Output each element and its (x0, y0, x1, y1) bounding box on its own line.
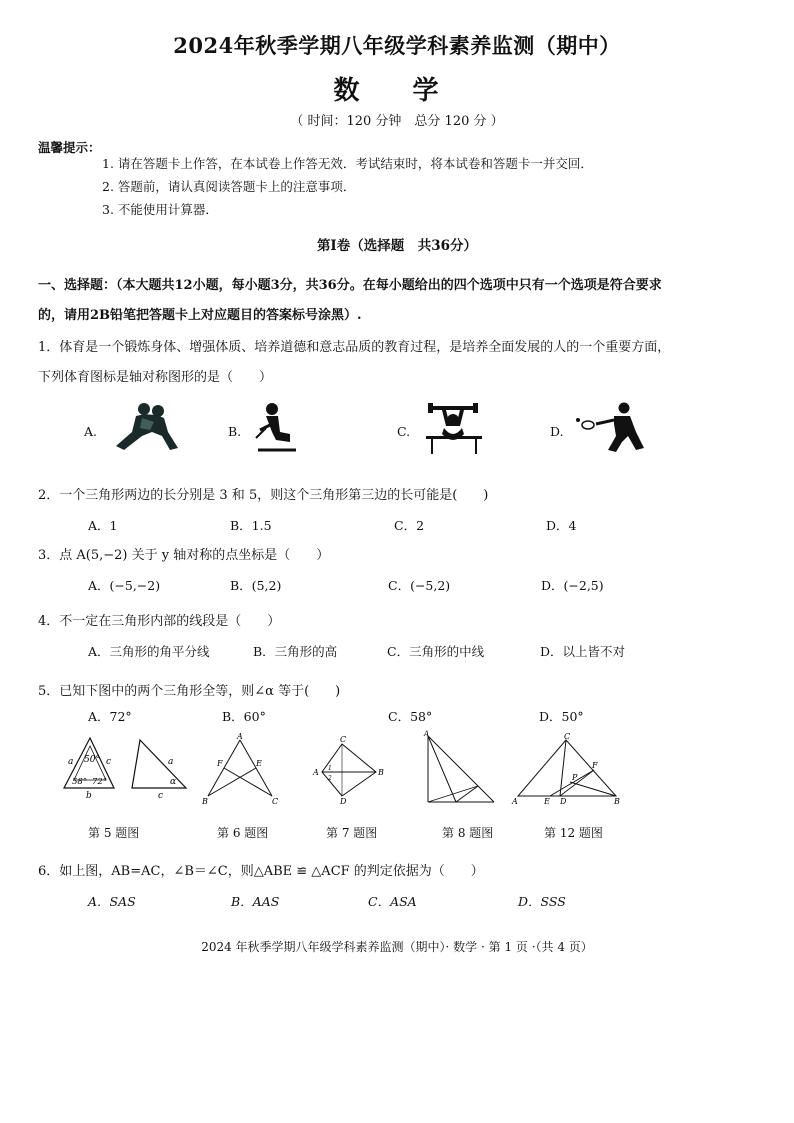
fig5-label: a (68, 757, 74, 767)
figure-6 (200, 734, 280, 806)
tips-heading: 温馨提示： (38, 140, 101, 155)
skiing-icon (252, 402, 302, 456)
fig7-label: 1 (328, 765, 332, 772)
fig12-label: F (592, 761, 598, 770)
fig7-label: D (340, 797, 347, 806)
q1-option-a: A. (84, 424, 98, 439)
figure-caption: 第 7 题图 (326, 826, 378, 840)
badminton-icon (574, 402, 646, 454)
figure-5 (58, 734, 193, 804)
figure-caption: 第 6 题图 (217, 826, 269, 840)
q6-stem: 6．如上图，AB=AC，∠B＝∠C，则△ABE ≌ △ACF 的判定依据为（ ） (38, 864, 484, 879)
section-title: 第Ⅰ卷（选择题 共36分） (316, 238, 478, 254)
tip-item: 3. 不能使用计算器． (102, 202, 218, 217)
q1-stem: 1．体育是一个锻炼身体、增强体质、培养道德和意志品质的教育过程，是培养全面发展的人的一个重要方面， (38, 340, 671, 355)
fig5-br-angle: 72° (92, 777, 108, 787)
tip-item: 1. 请在答题卡上作答，在本试卷上作答无效．考试结束时，将本试卷和答题卡一并交回． (102, 156, 593, 171)
fig5-label: a (168, 757, 174, 767)
fig12-label: A (512, 797, 518, 806)
q2-option-c: C．2 (394, 518, 425, 533)
q3-option-d: D．(−2,5) (541, 578, 604, 593)
fig6-label: E (256, 759, 262, 768)
q6-option-c: C．ASA (368, 894, 417, 909)
time-info: （ 时间：120 分钟 总分 120 分 ） (290, 114, 504, 129)
figure-caption: 第 12 题图 (544, 826, 603, 840)
q6-option-d: D．SSS (518, 894, 566, 909)
fig6-label: B (202, 797, 208, 806)
section-instruction: 一、选择题：（本大题共12小题，每小题3分，共36分。在每小题给出的四个选项中只有一个选项是符合要求 (38, 278, 662, 293)
q4-option-d: D．以上皆不对 (540, 644, 626, 659)
fig8-label: A (424, 730, 430, 738)
wrestling-icon (106, 402, 186, 452)
q5-option-c: C．58° (388, 709, 433, 724)
q5-option-a: A．72° (88, 709, 132, 724)
fig5-label: c (158, 791, 164, 801)
q6-option-a: A．SAS (88, 894, 136, 909)
fig12-label: P (572, 773, 578, 782)
q4-option-b: B．三角形的高 (253, 644, 338, 659)
q2-option-b: B．1.5 (230, 518, 272, 533)
q2-stem: 2．一个三角形两边的长分别是 3 和 5，则这个三角形第三边的长可能是( ) (38, 488, 489, 503)
q2-option-d: D．4 (546, 518, 577, 533)
page-footer: 2024 年秋季学期八年级学科素养监测（期中）· 数学 · 第 1 页 ·（共 4 页） (201, 940, 593, 954)
fig12-label: B (614, 797, 620, 806)
q5-option-b: B．60° (222, 709, 266, 724)
q5-option-d: D．50° (539, 709, 584, 724)
q6-option-b: B．AAS (231, 894, 280, 909)
figure-caption: 第 5 题图 (88, 826, 140, 840)
figure-8 (420, 730, 500, 806)
fig6-label: C (272, 797, 279, 806)
fig12-label: D (560, 797, 567, 806)
figure-12 (512, 734, 622, 806)
fig5-alpha: α (170, 777, 177, 787)
q1-option-d: D. (550, 424, 564, 439)
figure-caption: 第 8 题图 (442, 826, 494, 840)
fig7-label: A (313, 768, 319, 777)
fig5-label: c (106, 757, 112, 767)
fig5-top-angle: 50° (84, 755, 100, 765)
q1-option-c: C. (397, 424, 411, 439)
page-title: 2024年秋季学期八年级学科素养监测（期中） (173, 33, 621, 58)
subject-title: 数 学 (333, 76, 461, 106)
fig7-label: C (340, 735, 347, 744)
q3-option-b: B．(5,2) (230, 578, 282, 593)
fig7-label: 2 (328, 775, 332, 782)
q4-option-c: C．三角形的中线 (387, 644, 485, 659)
q4-stem: 4．不一定在三角形内部的线段是（ ） (38, 614, 281, 629)
q5-stem: 5．已知下图中的两个三角形全等，则∠α 等于( ) (38, 684, 341, 699)
fig7-label: B (378, 768, 384, 777)
fig5-bl-angle: 58° (72, 777, 88, 787)
section-instruction: 的，请用2B铅笔把答题卡上对应题目的答案标号涂黑）. (38, 308, 362, 323)
q3-option-a: A．(−5,−2) (88, 578, 161, 593)
q4-option-a: A．三角形的角平分线 (88, 644, 210, 659)
q1-option-b: B. (228, 424, 242, 439)
q3-stem: 3．点 A(5,−2) 关于 y 轴对称的点坐标是（ ） (38, 548, 330, 563)
tip-item: 2. 答题前，请认真阅读答题卡上的注意事项． (102, 179, 356, 194)
q2-option-a: A．1 (88, 518, 118, 533)
fig12-label: E (544, 797, 550, 806)
weightlifting-icon (424, 402, 484, 456)
q1-stem: 下列体育图标是轴对称图形的是（ ） (38, 370, 273, 385)
fig12-label: C (564, 732, 571, 741)
figure-7 (310, 734, 390, 806)
fig5-label: b (86, 791, 92, 801)
fig6-label: A (237, 732, 243, 741)
q3-option-c: C．(−5,2) (388, 578, 451, 593)
fig6-label: F (217, 759, 223, 768)
